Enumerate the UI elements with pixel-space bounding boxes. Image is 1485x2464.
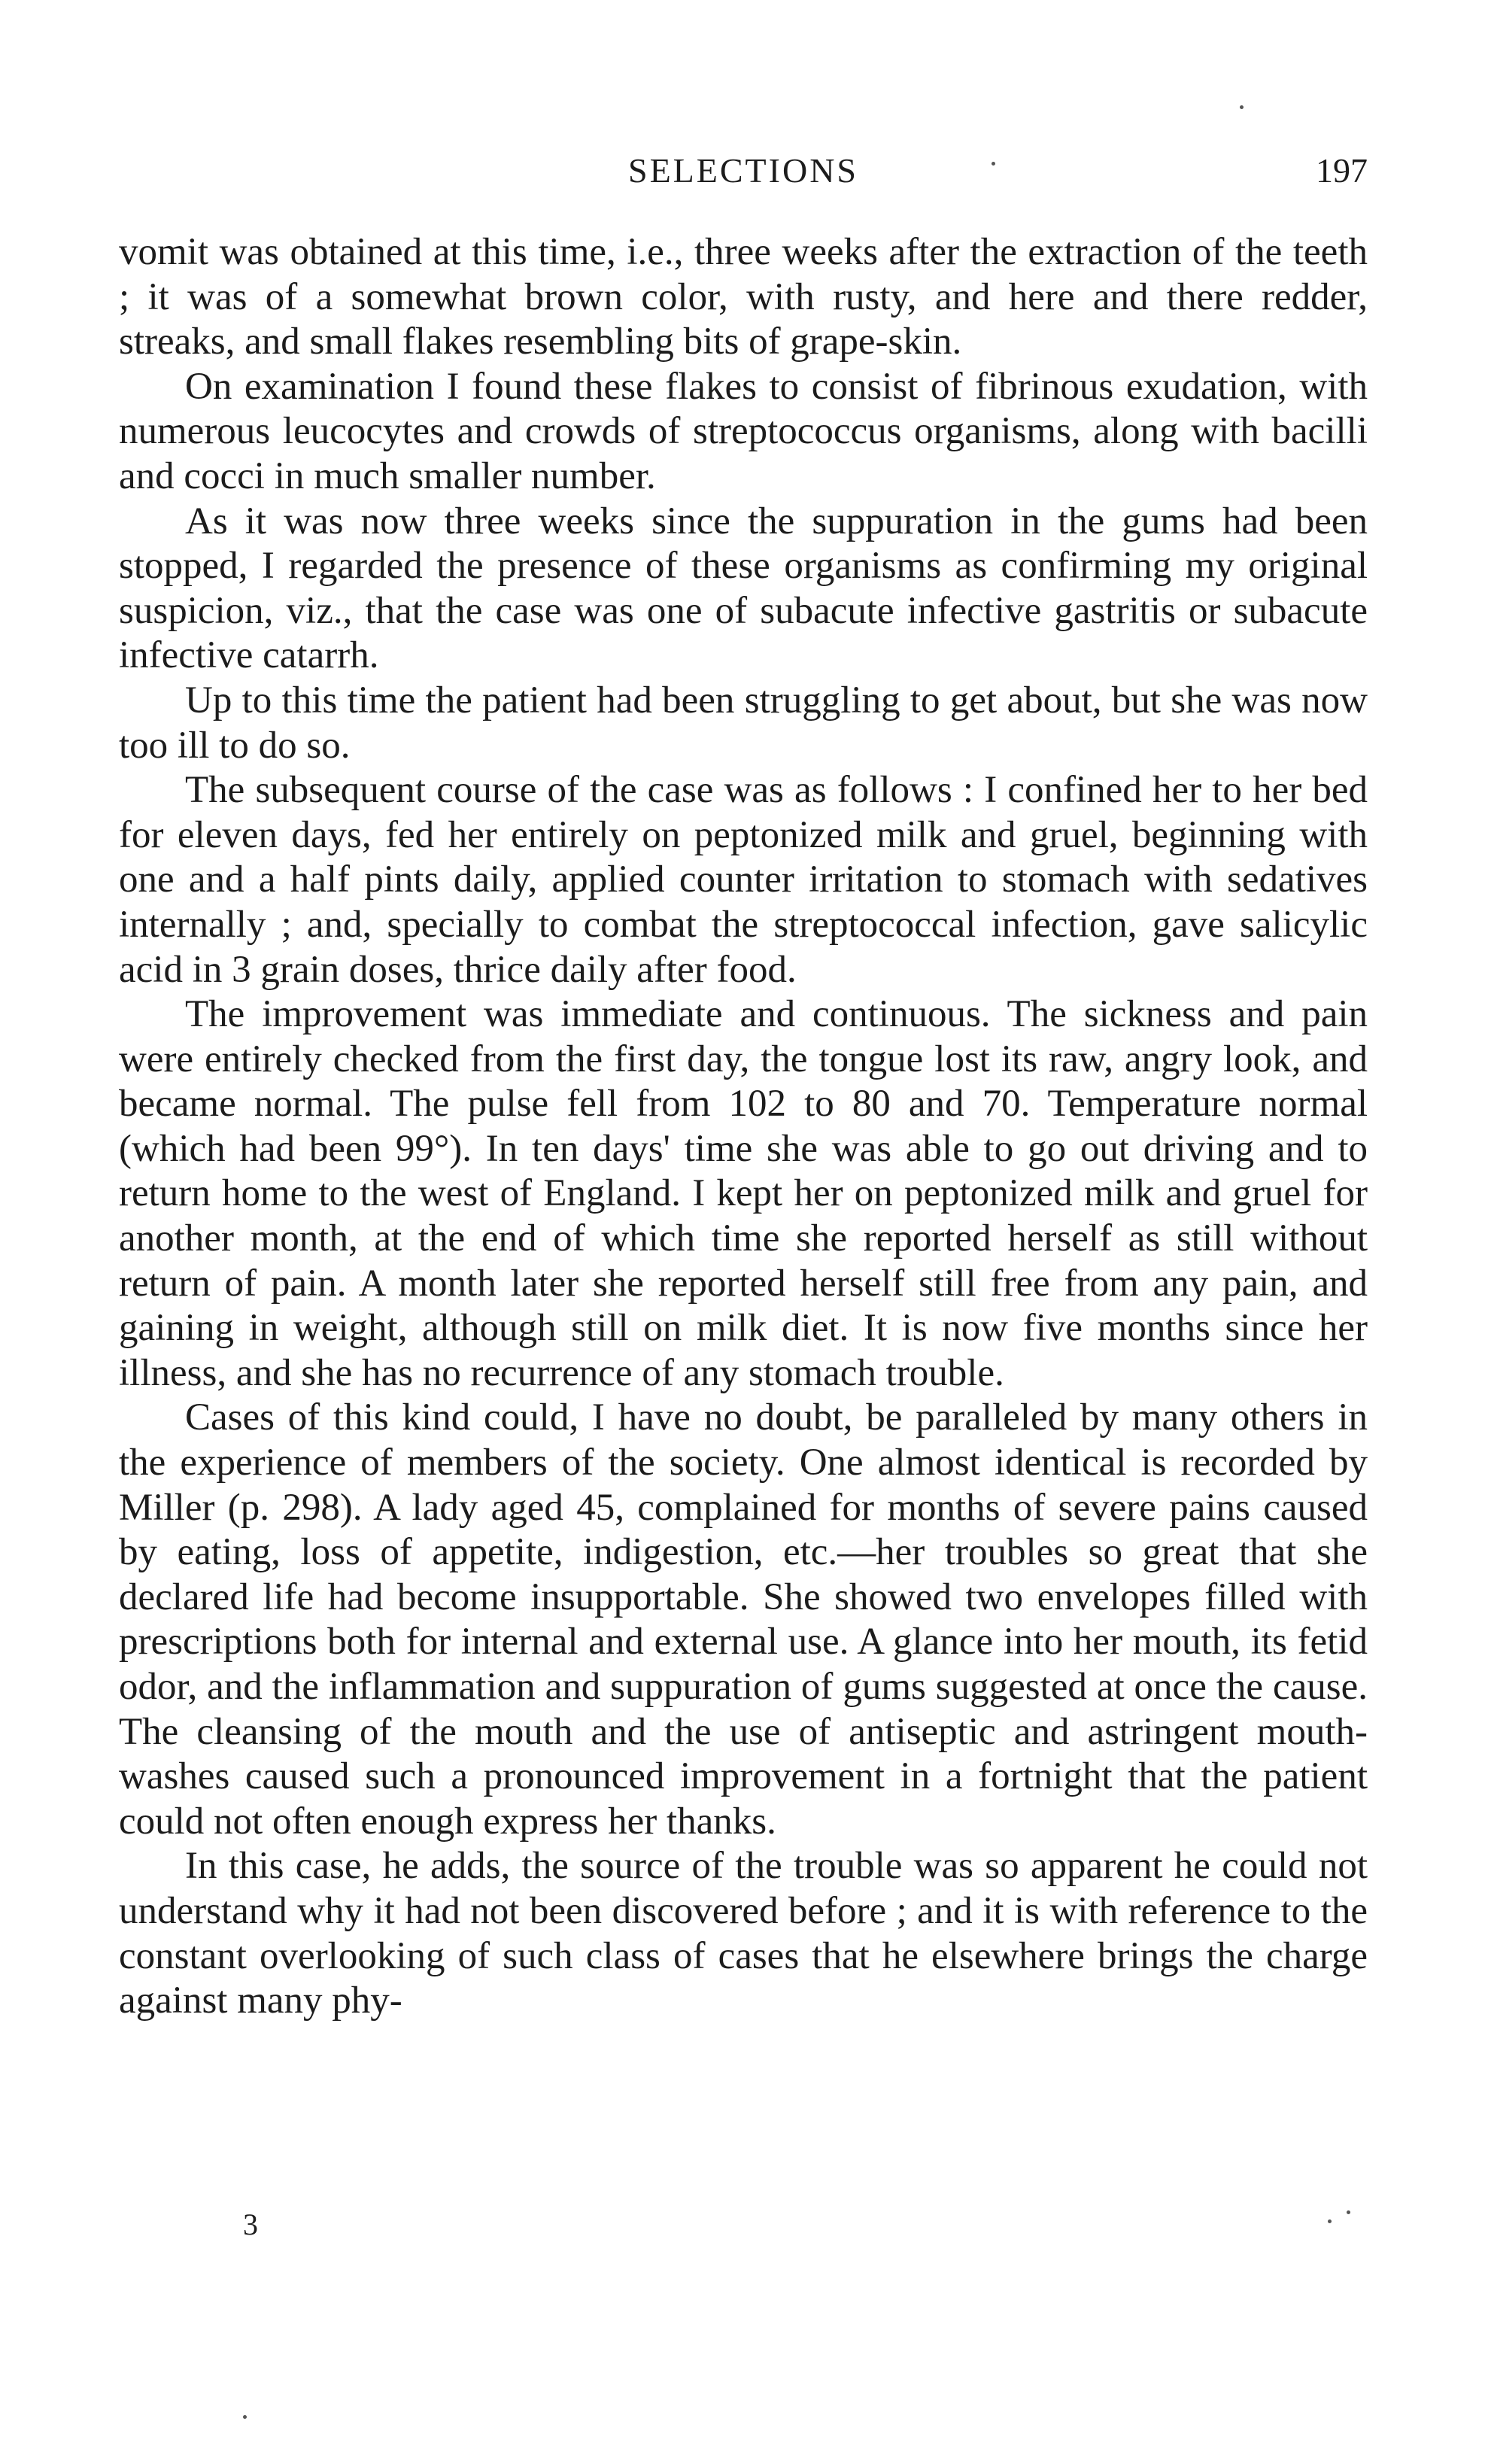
- page-title: SELECTIONS: [628, 151, 858, 190]
- paragraph: vomit was obtained at this time, i.e., three weeks after the extraction of the teeth ; it was of a somewhat brown color, with rusty, and here and there redder, streaks, and small flakes resembling bits of grape-skin.: [119, 231, 1368, 363]
- print-speck: [1347, 2210, 1350, 2214]
- paragraph: Up to this time the patient had been struggling to get about, but she was now too ill to do so.: [119, 679, 1368, 767]
- print-speck: [1240, 105, 1244, 109]
- signature-mark: 3: [243, 2207, 258, 2241]
- paragraph: The subsequent course of the case was as follows : I confined her to her bed for eleven days, fed her entirely on peptonized milk and gruel, beginning with one and a half pints daily, applied counter irritation to stomach with sedatives internally ; and, specially to combat the streptococcal infection, gave salicylic acid in 3 grain doses, thrice daily after food.: [119, 769, 1368, 991]
- paragraph: On examination I found these flakes to consist of fibrinous exudation, with numerous leucocytes and crowds of streptococcus organisms, along with bacilli and cocci in much smaller number.: [119, 365, 1368, 497]
- paragraph: As it was now three weeks since the suppuration in the gums had been stopped, I regarded the presence of these organisms as confirming my original suspicion, viz., that the case was one of subacute infective gastritis or subacute infective catarrh.: [119, 500, 1368, 677]
- body-text: [119, 230, 1368, 2024]
- paragraph: In this case, he adds, the source of the trouble was so apparent he could not understand why it had not been discovered before ; and it is with reference to the constant overlooking of such class of cases that he elsewhere brings the charge against many phy-: [119, 1845, 1368, 2022]
- running-head: [119, 144, 1368, 197]
- paragraph: The improvement was immediate and continuous. The sickness and pain were entirely checked from the first day, the tongue lost its raw, angry look, and became normal. The pulse fell from 102 to 80 and 70. Temperature normal (which had been 99°). In ten days' time she was able to go out driving and to return home to the west of England. I kept her on peptonized milk and gruel for another month, at the end of which time she reported herself as still without return of pain. A month later she reported herself still free from any pain, and gaining in weight, although still on milk diet. It is now five months since her illness, and she has no recurrence of any stomach trouble.: [119, 993, 1368, 1394]
- paragraph: Cases of this kind could, I have no doubt, be paralleled by many others in the experience of members of the society. One almost identical is recorded by Miller (p. 298). A lady aged 45, complained for months of severe pains caused by eating, loss of appetite, indigestion, etc.—her troubles so great that she declared life had become insupportable. She showed two envelopes filled with prescriptions both for internal and external use. A glance into her mouth, its fetid odor, and the inflammation and suppuration of gums suggested at once the cause. The cleansing of the mouth and the use of antiseptic and astringent mouth-washes caused such a pronounced improvement in a fortnight that the patient could not often enough express her thanks.: [119, 1396, 1368, 1843]
- page-number: 197: [1316, 151, 1368, 190]
- print-speck: [992, 162, 995, 166]
- print-speck: [243, 2415, 247, 2419]
- print-speck: [1328, 2219, 1332, 2223]
